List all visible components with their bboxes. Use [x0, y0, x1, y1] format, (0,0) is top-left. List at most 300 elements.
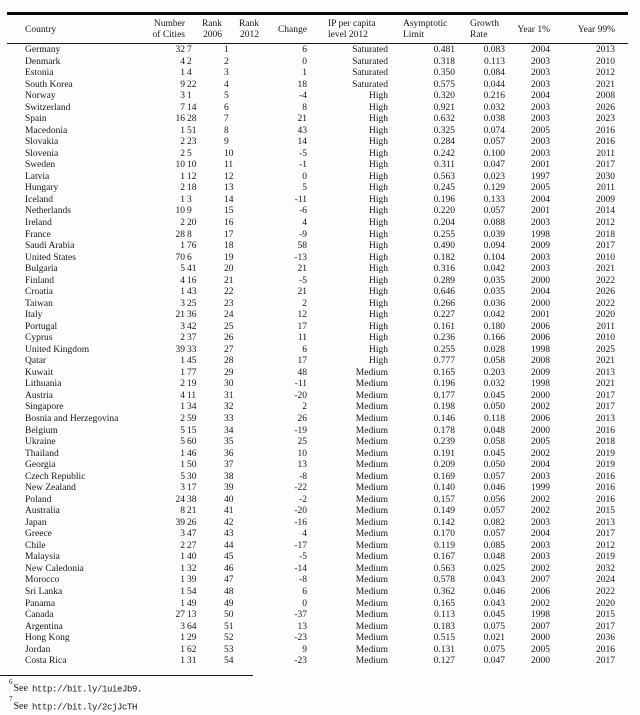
cell-rank2006: 20	[187, 217, 197, 228]
cell-year1: 2002	[531, 402, 550, 413]
cell-country: Germany	[25, 45, 61, 55]
cell-rate: 0.057	[483, 137, 505, 148]
table-row	[7, 610, 628, 622]
cell-change: -14	[294, 563, 307, 574]
cell-limit: 0.178	[433, 425, 455, 436]
cell-year99: 2013	[596, 517, 615, 528]
table-row	[7, 276, 628, 288]
cell-change: 0	[302, 56, 307, 67]
cell-rank2012: 41	[224, 506, 234, 517]
cell-country: Netherlands	[25, 206, 71, 217]
cell-rate: 0.050	[483, 402, 505, 413]
cell-country: Ukraine	[25, 437, 56, 448]
cell-year1: 1997	[531, 171, 550, 182]
cell-cities: 3	[180, 321, 185, 332]
cell-limit: 0.563	[433, 171, 455, 182]
cell-year1: 2004	[531, 529, 550, 540]
cell-rate: 0.074	[483, 125, 505, 136]
table-row	[7, 287, 628, 299]
cell-rank2006: 5	[187, 148, 192, 159]
cell-limit: 0.140	[433, 483, 455, 494]
cell-year1: 2004	[531, 287, 550, 298]
cell-rank2006: 40	[187, 552, 197, 563]
cell-rank2006: 64	[187, 621, 197, 632]
cell-rank2012: 50	[224, 610, 234, 621]
table-row	[7, 206, 628, 218]
cell-cities: 1	[180, 367, 185, 378]
cell-year1: 2000	[531, 298, 550, 309]
cell-rank2012: 53	[224, 644, 234, 655]
cell-level: High	[369, 241, 388, 252]
col-header-label: Limit	[403, 30, 425, 40]
cell-rate: 0.045	[483, 610, 505, 621]
table-row	[7, 80, 628, 92]
cell-year99: 2026	[596, 102, 615, 113]
cell-rank2006: 41	[187, 264, 197, 275]
cell-country: Costa Rica	[25, 656, 67, 667]
cell-country: Qatar	[25, 356, 47, 367]
cell-rate: 0.038	[483, 114, 505, 125]
cell-level: Medium	[355, 552, 388, 563]
table-row	[7, 241, 628, 253]
cell-level: High	[369, 298, 388, 309]
cell-change: 18	[297, 79, 307, 90]
cell-rank2006: 51	[187, 125, 197, 136]
cell-change: -8	[299, 471, 307, 482]
cell-country: Norway	[25, 91, 56, 102]
cell-rank2012: 31	[224, 390, 234, 401]
cell-rank2006: 19	[187, 379, 197, 390]
cell-year99: 2017	[596, 241, 615, 252]
cell-level: Medium	[355, 540, 388, 551]
table-row	[7, 310, 628, 322]
cell-year1: 1998	[531, 379, 550, 390]
cell-level: Medium	[355, 633, 388, 644]
cell-country: Italy	[25, 310, 43, 321]
cell-rank2006: 34	[187, 402, 197, 413]
cell-cities: 39	[175, 344, 185, 355]
col-header-label: Rank	[238, 19, 259, 29]
table-row	[7, 564, 628, 576]
cell-level: Medium	[355, 402, 388, 413]
cell-country: Switzerland	[25, 102, 71, 113]
table-row	[7, 426, 628, 438]
cell-rank2012: 11	[224, 160, 234, 171]
cell-rate: 0.025	[483, 563, 505, 574]
cell-level: High	[369, 310, 388, 321]
cell-country: Sri Lanka	[25, 586, 63, 597]
cell-year1: 2003	[531, 552, 550, 563]
cell-change: -13	[294, 252, 307, 263]
cell-limit: 0.227	[433, 310, 455, 321]
cell-year1: 2005	[531, 437, 550, 448]
country-ip-table-wrap	[7, 12, 628, 668]
col-header-number-of-cities	[120, 16, 187, 44]
cell-year99: 2017	[596, 402, 615, 413]
cell-limit: 0.198	[433, 402, 455, 413]
cell-country: Greece	[25, 529, 52, 540]
cell-rank2006: 21	[187, 506, 197, 517]
cell-cities: 5	[180, 425, 185, 436]
cell-change: 11	[297, 333, 307, 344]
cell-change: 0	[302, 171, 307, 182]
cell-level: High	[369, 344, 388, 355]
cell-limit: 0.209	[433, 460, 455, 471]
col-header-label: 2006	[203, 30, 222, 40]
cell-limit: 0.318	[433, 56, 455, 67]
cell-cities: 2	[180, 148, 185, 159]
cell-change: 13	[297, 621, 307, 632]
cell-change: 48	[297, 367, 307, 378]
cell-rank2012: 33	[224, 414, 234, 424]
table-row	[7, 114, 628, 126]
cell-rank2012: 37	[224, 460, 234, 471]
cell-level: Medium	[355, 621, 388, 632]
cell-country: South Korea	[25, 79, 73, 90]
cell-rate: 0.203	[483, 367, 505, 378]
cell-change: -16	[294, 517, 307, 528]
cell-country: Austria	[25, 390, 53, 401]
cell-year99: 2013	[596, 45, 615, 55]
cell-rank2006: 3	[187, 194, 192, 205]
cell-level: Medium	[355, 575, 388, 586]
cell-rank2006: 8	[187, 229, 192, 240]
cell-limit: 0.325	[433, 125, 455, 136]
cell-cities: 70	[175, 252, 185, 263]
cell-rate: 0.046	[483, 586, 505, 597]
cell-year99: 2016	[596, 494, 615, 505]
cell-year1: 2004	[531, 45, 550, 55]
cell-country: Australia	[25, 506, 60, 517]
cell-limit: 0.255	[433, 344, 455, 355]
table-row	[7, 460, 628, 472]
cell-limit: 0.177	[433, 390, 455, 401]
cell-limit: 0.167	[433, 552, 455, 563]
cell-change: -5	[299, 275, 307, 286]
table-row	[7, 449, 628, 461]
cell-country: Bosnia and Herzegovina	[25, 414, 119, 424]
cell-change: 13	[297, 460, 307, 471]
cell-year1: 2000	[531, 275, 550, 286]
cell-year1: 2003	[531, 517, 550, 528]
cell-limit: 0.142	[433, 517, 455, 528]
table-row	[7, 103, 628, 115]
col-header-ip-level	[309, 16, 390, 44]
cell-cities: 4	[180, 390, 185, 401]
table-row	[7, 356, 628, 368]
table-top-rule	[7, 12, 628, 15]
cell-level: Medium	[355, 483, 388, 494]
cell-cities: 10	[175, 160, 185, 171]
cell-year1: 2005	[531, 125, 550, 136]
cell-change: -17	[294, 540, 307, 551]
cell-limit: 0.242	[433, 148, 455, 159]
cell-rank2012: 1	[224, 45, 229, 55]
cell-rate: 0.021	[483, 633, 505, 644]
cell-level: Medium	[355, 494, 388, 505]
cell-level: Medium	[355, 610, 388, 621]
cell-limit: 0.196	[433, 379, 455, 390]
table-row	[7, 587, 628, 599]
cell-country: New Zealand	[25, 483, 76, 494]
cell-rank2006: 23	[187, 137, 197, 148]
cell-limit: 0.146	[433, 414, 455, 424]
cell-year99: 2009	[596, 194, 615, 205]
cell-rate: 0.039	[483, 229, 505, 240]
table-row	[7, 506, 628, 518]
cell-year1: 2003	[531, 264, 550, 275]
cell-year99: 2012	[596, 540, 615, 551]
col-header-label: of Cities	[152, 30, 185, 40]
cell-rank2012: 17	[224, 229, 234, 240]
cell-rank2012: 30	[224, 379, 234, 390]
cell-country: Slovenia	[25, 148, 59, 159]
cell-year1: 2000	[531, 425, 550, 436]
cell-cities: 10	[175, 206, 185, 217]
table-row	[7, 391, 628, 403]
cell-cities: 7	[180, 102, 185, 113]
cell-limit: 0.563	[433, 563, 455, 574]
cell-rank2006: 59	[187, 414, 197, 424]
cell-country: Finland	[25, 275, 55, 286]
cell-rate: 0.032	[483, 102, 505, 113]
cell-change: -11	[294, 379, 307, 390]
table-row	[7, 656, 628, 668]
cell-cities: 1	[180, 402, 185, 413]
cell-change: -6	[299, 206, 307, 217]
cell-change: 0	[302, 598, 307, 609]
col-header-label: Growth	[470, 19, 500, 29]
cell-year99: 2014	[596, 206, 615, 217]
cell-year99: 2032	[596, 563, 615, 574]
cell-change: -9	[299, 229, 307, 240]
cell-change: 4	[302, 217, 307, 228]
cell-year99: 2010	[596, 333, 615, 344]
table-row	[7, 126, 628, 138]
table-row	[7, 437, 628, 449]
cell-level: Medium	[355, 598, 388, 609]
cell-change: 17	[297, 321, 307, 332]
cell-level: High	[369, 102, 388, 113]
cell-rank2012: 20	[224, 264, 234, 275]
cell-limit: 0.182	[433, 252, 455, 263]
cell-rate: 0.048	[483, 552, 505, 563]
table-row	[7, 253, 628, 265]
cell-rate: 0.216	[483, 91, 505, 102]
cell-year1: 2001	[531, 160, 550, 171]
cell-cities: 16	[175, 114, 185, 125]
table-row	[7, 264, 628, 276]
cell-year99: 2022	[596, 586, 615, 597]
country-ip-rankings-table	[7, 16, 628, 668]
cell-year99: 2021	[596, 356, 615, 367]
cell-limit: 0.165	[433, 367, 455, 378]
cell-year1: 2006	[531, 333, 550, 344]
cell-change: -2	[299, 494, 307, 505]
cell-level: Saturated	[352, 56, 388, 67]
cell-country: Iceland	[25, 194, 53, 205]
cell-country: Saudi Arabia	[25, 241, 75, 252]
table-row	[7, 472, 628, 484]
footnote-suffix: .	[136, 684, 142, 695]
cell-change: -23	[294, 633, 307, 644]
cell-year99: 2018	[596, 229, 615, 240]
cell-year1: 2003	[531, 114, 550, 125]
cell-level: Medium	[355, 425, 388, 436]
cell-country: United States	[25, 252, 76, 263]
cell-rank2012: 24	[224, 310, 234, 321]
cell-rank2012: 8	[224, 125, 229, 136]
cell-year99: 2016	[596, 471, 615, 482]
table-row	[7, 633, 628, 645]
cell-year99: 2025	[596, 344, 615, 355]
footnote-url-link[interactable]: http://bit.ly/2cjJcTH	[31, 702, 137, 713]
table-row	[7, 518, 628, 530]
cell-level: Medium	[355, 563, 388, 574]
col-header-rank-2006	[187, 16, 224, 44]
footnote-text: See	[13, 701, 28, 713]
cell-year1: 2006	[531, 321, 550, 332]
cell-level: High	[369, 160, 388, 171]
cell-rank2006: 4	[187, 68, 192, 79]
cell-rank2006: 16	[187, 275, 197, 286]
cell-level: High	[369, 217, 388, 228]
cell-cities: 1	[180, 656, 185, 667]
cell-level: Medium	[355, 414, 388, 424]
cell-rank2012: 54	[224, 656, 234, 667]
cell-rate: 0.047	[483, 656, 505, 667]
cell-rank2012: 39	[224, 483, 234, 494]
cell-change: 26	[297, 414, 307, 424]
table-row	[7, 414, 628, 426]
cell-change: 2	[302, 402, 307, 413]
cell-cities: 32	[175, 45, 185, 55]
cell-rank2006: 42	[187, 321, 197, 332]
cell-year99: 2011	[596, 321, 615, 332]
footnote-rule	[0, 675, 253, 676]
cell-rank2012: 10	[224, 148, 234, 159]
cell-rank2006: 45	[187, 356, 197, 367]
cell-rank2012: 14	[224, 194, 234, 205]
cell-rank2006: 33	[187, 344, 197, 355]
cell-rank2006: 54	[187, 586, 197, 597]
cell-limit: 0.350	[433, 68, 455, 79]
cell-rank2012: 19	[224, 252, 234, 263]
cell-limit: 0.127	[433, 656, 455, 667]
cell-change: -4	[299, 91, 307, 102]
cell-year1: 1998	[531, 229, 550, 240]
col-header-label: Year 1%	[517, 24, 550, 35]
table-row	[7, 137, 628, 149]
footnote-text: See	[13, 683, 28, 695]
cell-cities: 1	[180, 448, 185, 459]
cell-rate: 0.058	[483, 437, 505, 448]
cell-country: Poland	[25, 494, 52, 505]
cell-cities: 28	[175, 229, 185, 240]
cell-year1: 2003	[531, 79, 550, 90]
cell-rank2012: 9	[224, 137, 229, 148]
cell-rank2012: 42	[224, 517, 234, 528]
cell-year1: 2005	[531, 644, 550, 655]
cell-level: High	[369, 183, 388, 194]
cell-rank2012: 4	[224, 79, 229, 90]
cell-rate: 0.035	[483, 275, 505, 286]
cell-limit: 0.119	[433, 540, 455, 551]
cell-year99: 2013	[596, 367, 615, 378]
cell-change: 12	[297, 310, 307, 321]
cell-limit: 0.266	[433, 298, 455, 309]
col-header-growth-rate	[457, 16, 507, 44]
cell-cities: 9	[180, 79, 185, 90]
footnote-url-link[interactable]: http://bit.ly/1uieJb9	[31, 684, 137, 695]
cell-rate: 0.042	[483, 310, 505, 321]
cell-change: 21	[297, 287, 307, 298]
cell-country: Chile	[25, 540, 46, 551]
cell-cities: 4	[180, 56, 185, 67]
cell-year1: 2002	[531, 448, 550, 459]
table-row	[7, 160, 628, 172]
cell-change: 6	[302, 586, 307, 597]
cell-rate: 0.035	[483, 287, 505, 298]
cell-rank2006: 13	[187, 610, 197, 621]
cell-limit: 0.161	[433, 321, 455, 332]
cell-rate: 0.057	[483, 506, 505, 517]
col-header-label: Number	[153, 19, 185, 29]
col-header-label: level 2012	[328, 30, 368, 40]
cell-change: 4	[302, 529, 307, 540]
table-row	[7, 379, 628, 391]
cell-cities: 1	[180, 68, 185, 79]
cell-level: Medium	[355, 656, 388, 667]
cell-cities: 2	[180, 333, 185, 344]
col-header-country	[7, 16, 120, 44]
cell-country: Spain	[25, 114, 47, 125]
cell-year1: 1998	[531, 610, 550, 621]
cell-level: High	[369, 321, 388, 332]
cell-cities: 4	[180, 275, 185, 286]
cell-year1: 2008	[531, 356, 550, 367]
cell-country: Panama	[25, 598, 56, 609]
cell-rank2012: 12	[224, 171, 234, 182]
cell-rank2006: 37	[187, 333, 197, 344]
cell-level: High	[369, 264, 388, 275]
cell-year99: 2024	[596, 575, 615, 586]
col-header-label: 2012	[240, 30, 259, 40]
cell-rank2006: 11	[187, 390, 197, 401]
cell-rank2012: 36	[224, 448, 234, 459]
table-row	[7, 218, 628, 230]
col-header-label: Country	[25, 24, 57, 35]
cell-rank2012: 48	[224, 586, 234, 597]
cell-rank2006: 36	[187, 310, 197, 321]
cell-rank2006: 12	[187, 171, 197, 182]
table-row	[7, 299, 628, 311]
cell-rate: 0.043	[483, 575, 505, 586]
cell-country: France	[25, 229, 51, 240]
table-row	[7, 529, 628, 541]
cell-rate: 0.084	[483, 68, 505, 79]
cell-country: Argentina	[25, 621, 63, 632]
cell-year1: 2009	[531, 367, 550, 378]
table-row	[7, 322, 628, 334]
cell-change: 9	[302, 644, 307, 655]
cell-level: High	[369, 194, 388, 205]
cell-year99: 2030	[596, 171, 615, 182]
cell-level: High	[369, 252, 388, 263]
cell-year99: 2010	[596, 56, 615, 67]
cell-rank2012: 5	[224, 91, 229, 102]
cell-year1: 2002	[531, 563, 550, 574]
